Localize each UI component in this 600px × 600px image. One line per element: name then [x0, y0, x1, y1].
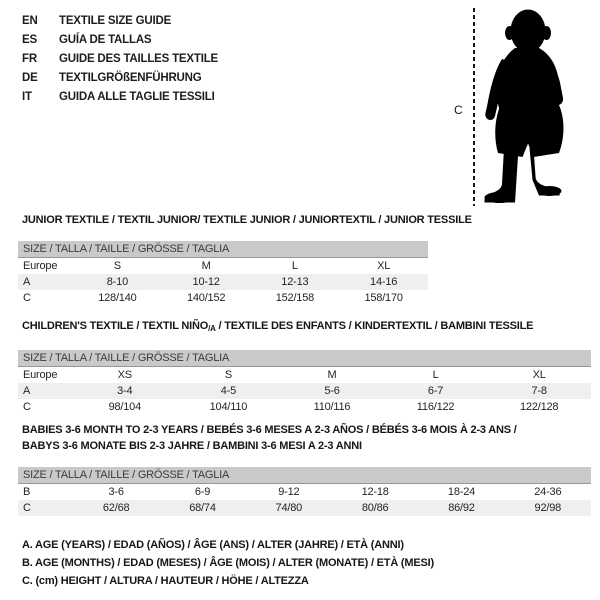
language-row-fr [22, 50, 218, 69]
table-cell: 116/122 [416, 401, 455, 413]
title-subscript: /A [208, 324, 216, 333]
table-cell: 8-10 [106, 276, 128, 288]
table-cell: 3-6 [108, 486, 124, 498]
row-label: Europe [23, 369, 58, 381]
table-row [18, 399, 591, 415]
table-cell: M [327, 369, 337, 381]
table-cell: 152/158 [275, 292, 315, 304]
table-cell: 7-8 [531, 385, 547, 397]
table-title [18, 212, 472, 228]
table-cell: L [432, 369, 439, 381]
title-text: / TEXTILE DES ENFANTS / KINDERTEXTIL / BAMBINI TESSILE [215, 320, 534, 332]
table-cell: S [113, 260, 121, 272]
babies-textile-table [18, 422, 591, 516]
table-cell: 158/170 [364, 292, 403, 304]
title-text: BABYS 3-6 MONATE BIS 2-3 JAHRE / BAMBINI 3-6 MESI A 2-3 ANNI [22, 440, 362, 452]
language-label: TEXTILE SIZE GUIDE [59, 15, 172, 27]
table-cell: 68/74 [189, 502, 216, 514]
legend-note: C. (cm) HEIGHT / ALTURA / HAUTEUR / HÖHE / ALTEZZA [22, 575, 309, 587]
table-cell: 4-5 [220, 385, 237, 397]
table-cell: XL [532, 369, 546, 381]
table-cell: XL [377, 260, 391, 272]
table-cell: 6-9 [194, 486, 211, 498]
height-measure-label: C [454, 103, 463, 117]
table-cell: 122/128 [519, 401, 559, 413]
table-title [18, 422, 591, 438]
legend-note: B. AGE (MONTHS) / EDAD (MESES) / ÂGE (MOIS) / ALTER (MONATE) / ETÀ (MESI) [22, 557, 434, 569]
table-cell: 62/68 [102, 502, 130, 514]
table-cell: M [201, 260, 211, 272]
table-row [18, 367, 591, 383]
language-row-en [22, 12, 218, 31]
language-code: FR [22, 53, 37, 65]
table-cell: 92/98 [534, 502, 562, 514]
table-title [18, 438, 591, 454]
language-row-it [22, 88, 218, 107]
row-label: C [23, 292, 31, 304]
row-label: A [23, 385, 31, 397]
row-label: A [23, 276, 31, 288]
table-cell: XS [117, 369, 132, 381]
baby-silhouette-icon [481, 6, 573, 206]
table-row [18, 500, 591, 516]
row-label: C [23, 401, 31, 413]
table-cell: 10-12 [192, 276, 220, 288]
size-header-bar: SIZE / TALLA / TAILLE / GRÖSSE / TAGLIA [18, 467, 591, 484]
row-label: Europe [23, 260, 58, 272]
language-code: IT [22, 91, 32, 103]
table-cell: 14-16 [370, 276, 398, 288]
table-cell: 9-12 [278, 486, 300, 498]
title-text: JUNIOR TEXTILE / TEXTIL JUNIOR/ TEXTILE JUNIOR / JUNIORTEXTIL / JUNIOR TESSILE [22, 214, 472, 226]
language-label: GUIDA ALLE TAGLIE TESSILI [59, 91, 215, 103]
table-cell: 12-18 [361, 486, 389, 498]
table-cell: 74/80 [275, 502, 303, 514]
size-header-bar: SIZE / TALLA / TAILLE / GRÖSSE / TAGLIA [18, 241, 428, 258]
language-row-de [22, 69, 218, 88]
language-label: TEXTILGRÖßENFÜHRUNG [59, 72, 202, 84]
table-cell: 12-13 [281, 276, 309, 288]
row-label: B [23, 486, 31, 498]
junior-textile-table [18, 212, 472, 306]
table-row [18, 484, 591, 500]
table-cell: 104/110 [209, 401, 248, 413]
language-row-es [22, 31, 218, 50]
language-label: GUÍA DE TALLAS [59, 34, 152, 46]
row-label: C [23, 502, 31, 514]
language-code: EN [22, 15, 38, 27]
table-cell: 5-6 [324, 385, 340, 397]
height-measure-line [473, 8, 475, 206]
language-list [22, 12, 218, 107]
language-code: DE [22, 72, 38, 84]
table-cell: 140/152 [186, 292, 226, 304]
table-row [18, 383, 591, 399]
table-cell: 6-7 [427, 385, 444, 397]
table-cell: 24-36 [534, 486, 562, 498]
table-cell: 3-4 [117, 385, 133, 397]
title-text: CHILDREN'S TEXTILE / TEXTIL NIÑO [22, 320, 209, 332]
table-cell: 80/86 [361, 502, 389, 514]
size-header-bar: SIZE / TALLA / TAILLE / GRÖSSE / TAGLIA [18, 350, 591, 367]
table-row [18, 258, 428, 274]
legend-note: A. AGE (YEARS) / EDAD (AÑOS) / ÂGE (ANS) / ALTER (JAHRE) / ETÀ (ANNI) [22, 539, 404, 551]
table-cell: 18-24 [447, 486, 476, 498]
table-row [18, 290, 428, 306]
language-label: GUIDE DES TAILLES TEXTILE [59, 53, 218, 65]
table-cell: L [291, 260, 298, 272]
table-title [18, 318, 591, 337]
table-cell: S [224, 369, 232, 381]
table-cell: 110/116 [313, 401, 351, 413]
table-cell: 98/104 [108, 401, 142, 413]
table-cell: 86/92 [448, 502, 475, 514]
table-row [18, 274, 428, 290]
table-cell: 128/140 [98, 292, 137, 304]
childrens-textile-table [18, 318, 591, 415]
legend-notes [22, 536, 434, 590]
language-code: ES [22, 34, 37, 46]
title-text: BABIES 3-6 MONTH TO 2-3 YEARS / BEBÉS 3-6 MESES A 2-3 AÑOS / BÉBÉS 3-6 MOIS À 2-3 ANS / [22, 424, 517, 436]
